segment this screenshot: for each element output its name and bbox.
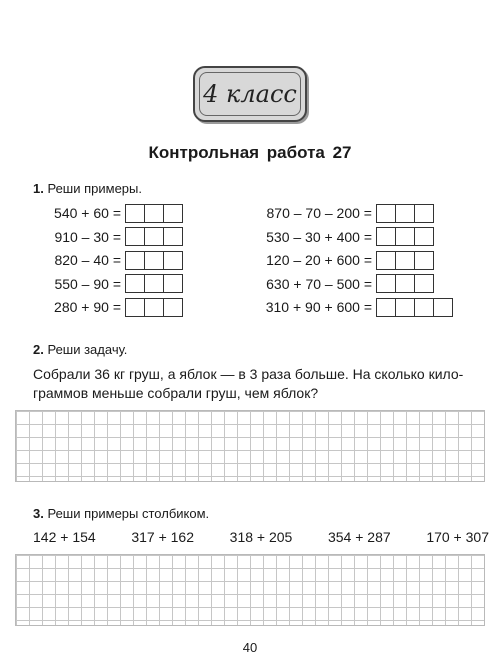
- left-example-row: [33, 203, 183, 223]
- left-example-row: [33, 297, 183, 317]
- right-example-row: [250, 203, 434, 223]
- answer-cell[interactable]: [414, 274, 434, 293]
- word-problem-line: Собрали 36 кг груш, а яблок — в 3 раза больше. На сколько кило-: [33, 366, 464, 382]
- answer-cell[interactable]: [144, 227, 164, 246]
- answer-cell[interactable]: [376, 204, 396, 223]
- example-expression: 280 + 90 =: [54, 299, 121, 315]
- answer-cells: [376, 204, 434, 223]
- answer-cell[interactable]: [163, 274, 183, 293]
- answer-cells: [376, 298, 453, 317]
- task3-instruction: Реши примеры столбиком.: [47, 506, 210, 521]
- answer-cell[interactable]: [163, 251, 183, 270]
- answer-cell[interactable]: [395, 204, 415, 223]
- answer-cell[interactable]: [414, 227, 434, 246]
- answer-cell[interactable]: [125, 298, 145, 317]
- grade-badge: [193, 66, 307, 122]
- example-expression: 540 + 60 =: [54, 205, 121, 221]
- answer-cell[interactable]: [376, 227, 396, 246]
- answer-cell[interactable]: [125, 274, 145, 293]
- right-example-row: [250, 297, 453, 317]
- right-example-row: [250, 250, 434, 270]
- answer-cells: [376, 251, 434, 270]
- task2-instruction: Реши задачу.: [47, 342, 128, 357]
- right-example-row: [250, 274, 434, 294]
- task1-heading: [33, 181, 142, 196]
- answer-cell[interactable]: [414, 204, 434, 223]
- answer-cell[interactable]: [376, 251, 396, 270]
- example-expression: 870 – 70 – 200 =: [266, 205, 372, 221]
- example-expression: 820 – 40 =: [54, 252, 121, 268]
- answer-cell[interactable]: [125, 227, 145, 246]
- column-expression: 354 + 287: [327, 529, 391, 545]
- example-expression: 530 – 30 + 400 =: [266, 228, 372, 245]
- task3-number: 3.: [33, 506, 44, 521]
- page-number: 40: [242, 640, 258, 655]
- answer-cell[interactable]: [414, 251, 434, 270]
- example-expression: 910 – 30 =: [54, 228, 121, 245]
- word-problem: [33, 365, 473, 403]
- example-expression: 630 + 70 – 500 =: [266, 275, 372, 292]
- column-expression: 318 + 205: [229, 529, 293, 545]
- answer-cell[interactable]: [376, 274, 396, 293]
- task2-heading: [33, 342, 127, 357]
- left-example-row: [33, 250, 183, 270]
- left-example-row: [33, 227, 183, 247]
- answer-cells: [376, 227, 434, 246]
- page-title: Контрольная работа 27: [148, 143, 352, 162]
- word-problem-line: граммов меньше собрали груш, чем яблок?: [33, 385, 319, 401]
- example-expression: 310 + 90 + 600 =: [265, 299, 372, 315]
- column-expression: 170 + 307: [426, 529, 489, 545]
- answer-cell[interactable]: [395, 298, 415, 317]
- task1-instruction: Реши примеры.: [47, 181, 142, 196]
- answer-cell[interactable]: [163, 204, 183, 223]
- column-expression: 317 + 162: [131, 529, 194, 545]
- column-expressions: [33, 529, 489, 545]
- example-expression: 550 – 90 =: [54, 275, 121, 292]
- answer-cell[interactable]: [376, 298, 396, 317]
- answer-cells: [376, 274, 434, 293]
- answer-cell[interactable]: [433, 298, 453, 317]
- answer-cells: [125, 298, 183, 317]
- answer-cell[interactable]: [395, 251, 415, 270]
- left-example-row: [33, 274, 183, 294]
- answer-cell[interactable]: [163, 227, 183, 246]
- answer-cells: [125, 227, 183, 246]
- answer-cells: [125, 251, 183, 270]
- answer-cell[interactable]: [144, 298, 164, 317]
- task1-number: 1.: [33, 181, 44, 196]
- grade-label: 4 класс: [203, 80, 297, 108]
- answer-grid-task3[interactable]: [15, 554, 485, 626]
- answer-cell[interactable]: [144, 274, 164, 293]
- answer-grid-task2[interactable]: [15, 410, 485, 482]
- answer-cell[interactable]: [144, 251, 164, 270]
- answer-cell[interactable]: [144, 204, 164, 223]
- task2-number: 2.: [33, 342, 44, 357]
- column-expression: 142 + 154: [33, 529, 96, 545]
- example-expression: 120 – 20 + 600 =: [266, 252, 372, 268]
- answer-cells: [125, 204, 183, 223]
- answer-cells: [125, 274, 183, 293]
- answer-cell[interactable]: [125, 204, 145, 223]
- answer-cell[interactable]: [414, 298, 434, 317]
- answer-cell[interactable]: [163, 298, 183, 317]
- right-example-row: [250, 227, 434, 247]
- answer-cell[interactable]: [395, 274, 415, 293]
- answer-cell[interactable]: [395, 227, 415, 246]
- answer-cell[interactable]: [125, 251, 145, 270]
- task3-heading: [33, 506, 209, 521]
